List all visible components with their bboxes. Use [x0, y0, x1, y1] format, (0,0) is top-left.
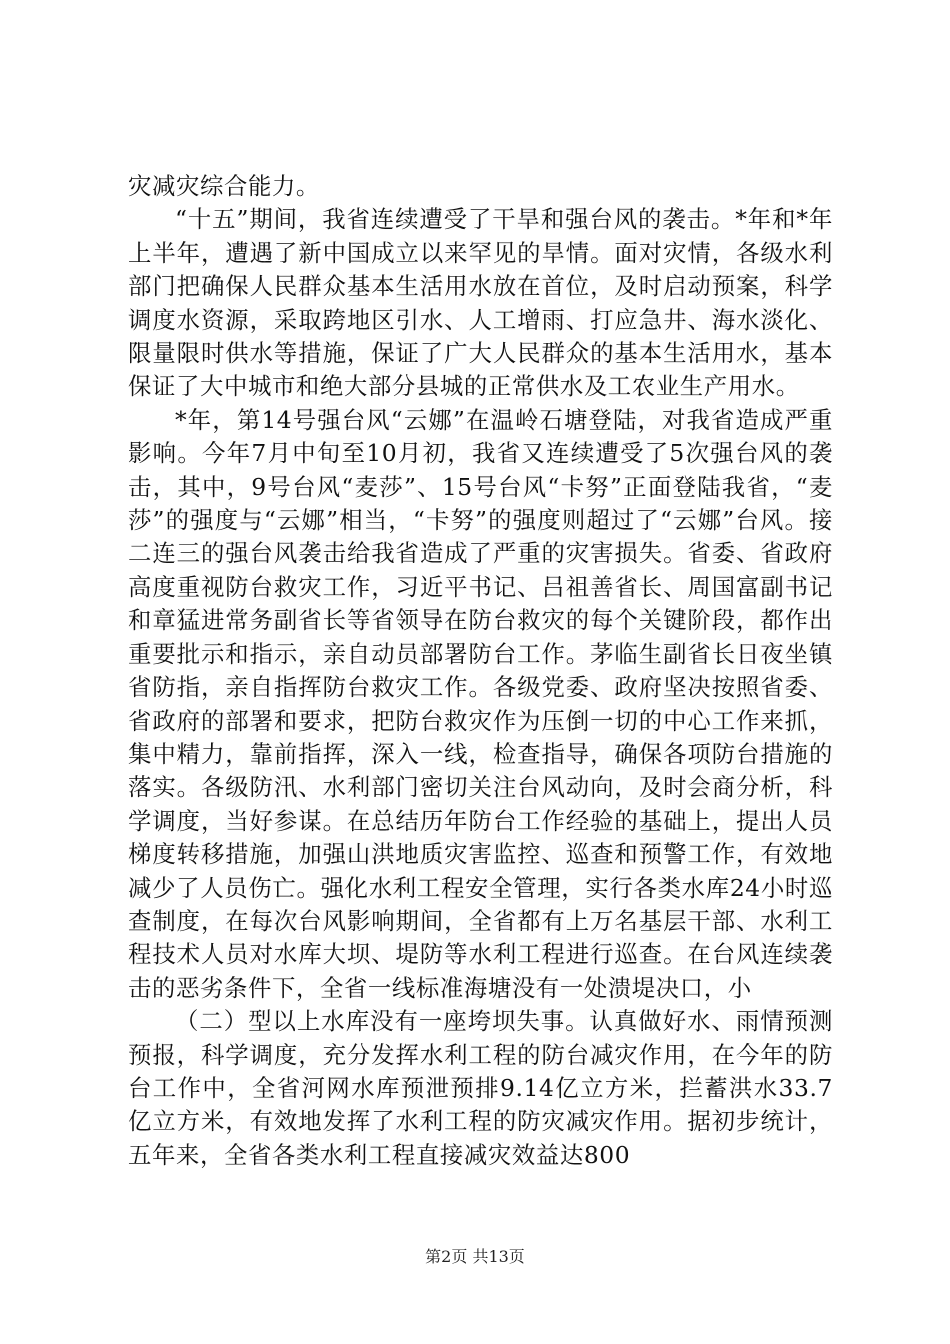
body-text	[128, 170, 833, 1172]
paragraph-drought: “十五”期间，我省连续遭受了干旱和强台风的袭击。*年和*年上半年，遭遇了新中国成立以来罕见的旱情。面对灾情，各级水利部门把确保人民群众基本生活用水放在首位，及时启动预案，科学调度水资源，采取跨地区引水、人工增雨、打应急井、海水淡化、限量限时供水等措施，保证了广大人民群众的基本生活用水，基本保证了大中城市和绝大部分县城的正常供水及工农业生产用水。	[128, 205, 833, 401]
page-footer: 第2页 共13页	[425, 1247, 525, 1266]
paragraph-reservoir: （二）型以上水库没有一座垮坝失事。认真做好水、雨情预测预报，科学调度，充分发挥水利工程的防台减灾作用，在今年的防台工作中，全省河网水库预泄预排9.14亿立方米，拦蓄洪水33.7亿立方米，有效地发挥了水利工程的防灾减灾作用。据初步统计，五年来，全省各类水利工程直接减灾效益达800	[128, 1007, 833, 1169]
paragraph-typhoon: *年，第14号强台风“云娜”在温岭石塘登陆，对我省造成严重影响。今年7月中旬至10月初，我省又连续遭受了5次强台风的袭击，其中，9号台风“麦莎”、15号台风“卡努”正面登陆我省，“麦莎”的强度与“云娜”相当，“卡努”的强度则超过了“云娜”台风。接二连三的强台风袭击给我省造成了严重的灾害损失。省委、省政府高度重视防台救灾工作，习近平书记、吕祖善省长、周国富副书记和章猛进常务副省长等省领导在防台救灾的每个关键阶段，都作出重要批示和指示，亲自动员部署防台工作。茅临生副省长日夜坐镇省防指，亲自指挥防台救灾工作。各级党委、政府坚决按照省委、省政府的部署和要求，把防台救灾作为压倒一切的中心工作来抓，集中精力，靠前指挥，深入一线，检查指导，确保各项防台措施的落实。各级防汛、水利部门密切关注台风动向，及时会商分析，科学调度，当好参谋。在总结历年防台工作经验的基础上，提出人员梯度转移措施，加强山洪地质灾害监控、巡查和预警工作，有效地减少了人员伤亡。强化水利工程安全管理，实行各类水库24小时巡查制度，在每次台风影响期间，全省都有上万名基层干部、水利工程技术人员对水库大坝、堤防等水利工程进行巡查。在台风连续袭击的恶劣条件下，全省一线标准海塘没有一处溃堤决口，小	[128, 405, 833, 1002]
paragraph-continuation: 灾减灾综合能力。	[128, 172, 320, 200]
